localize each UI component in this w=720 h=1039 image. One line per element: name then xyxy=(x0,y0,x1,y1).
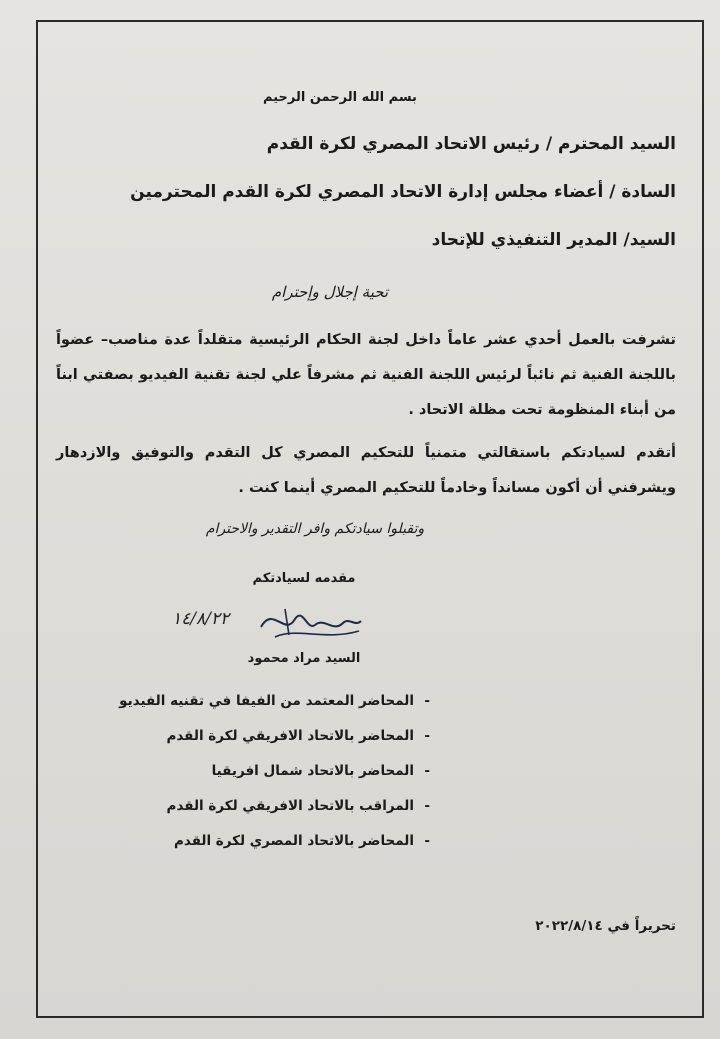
greeting: تحية إجلال وإحترام xyxy=(271,283,389,301)
role-item: - المحاضر المعتمد من الفيفا في تقنيه الفيديو xyxy=(110,684,430,719)
paragraph-resignation: أتقدم لسيادتكم باستقالتي متمنياً للتحكيم المصري كل التقدم والتوفيق والازدهار ويشرفني أن أكون مسانداً وخادماً للتحكيم المصري أينما كنت . xyxy=(56,445,676,496)
written-date: تحريراً في ٢٠٢٢/٨/١٤ xyxy=(535,918,676,934)
role-item: - المحاضر بالاتحاد الافريقي لكرة القدم xyxy=(110,719,430,754)
bismillah: بسم الله الرحمن الرحيم xyxy=(263,90,417,105)
presented-by: مقدمه لسيادتكم xyxy=(252,571,356,586)
role-item: - المحاضر بالاتحاد المصري لكرة القدم xyxy=(110,824,430,859)
addressee-board: السادة / أعضاء مجلس إدارة الاتحاد المصري لكرة القدم المحترمين xyxy=(130,182,676,202)
handwritten-date: ١٤/٨/٢٢ xyxy=(172,609,230,629)
role-item: - المراقب بالاتحاد الافريقي لكرة القدم xyxy=(110,789,430,824)
roles-list xyxy=(110,684,430,859)
addressee-president: السيد المحترم / رئيس الاتحاد المصري لكرة القدم xyxy=(266,134,676,154)
page-border xyxy=(36,20,704,1018)
signer-name: السيد مراد محمود xyxy=(247,651,361,666)
addressee-executive: السيد/ المدير التنفيذي للإتحاد xyxy=(431,230,676,250)
role-item: - المحاضر بالاتحاد شمال افريقيا xyxy=(110,754,430,789)
paragraph-service: تشرفت بالعمل أحدي عشر عاماً داخل لجنة الحكام الرئيسية متقلداً عدة مناصب– عضواً باللجنة الفنية ثم نائباً لرئيس اللجنة الفنية ثم مشرفاً علي لجنة تقنية الفيديو بصفتي ابناً من أبناء المنظومة تحت مظلة الاتحاد . xyxy=(56,332,676,418)
closing-line: وتقبلوا سيادتكم وافر التقدير والاحترام xyxy=(205,521,425,537)
signature-image xyxy=(255,597,365,647)
